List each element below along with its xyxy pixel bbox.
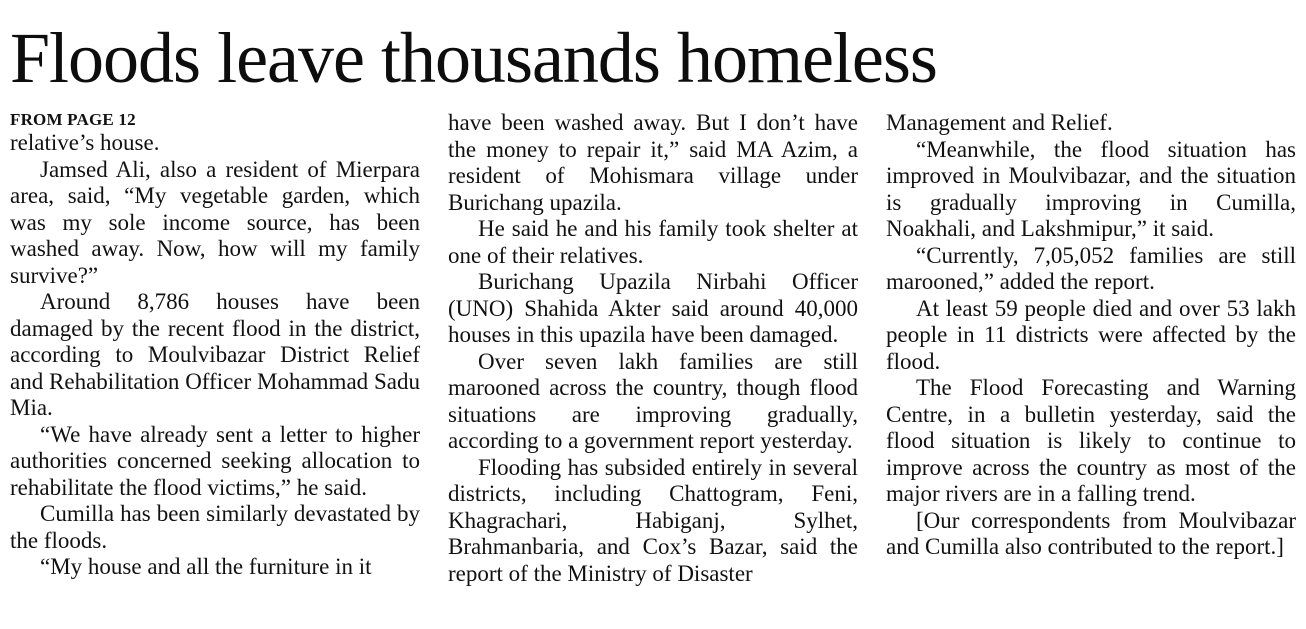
paragraph: Jamsed Ali, also a resident of Mierpara area, said, “My vegetable garden, which was my sole income source, has been washed away. Now, how will my family survive?” — [10, 156, 420, 288]
paragraph: relative’s house. — [10, 130, 160, 155]
paragraph: “Meanwhile, the flood situation has improved in Moulvibazar, and the situation is gradually improving in Cumilla, Noakhali, and Lakshmipur,” it said. — [886, 136, 1296, 241]
paragraph: Flooding has subsided entirely in several districts, including Chattogram, Feni, Khagrachari, Habiganj, Sylhet, Brahmanbaria, and Cox’s Bazar, said the report of the Ministry of Disaster — [448, 454, 858, 586]
paragraph: Management and Relief. — [886, 110, 1113, 135]
paragraph: “Currently, 7,05,052 families are still marooned,” added the report. — [886, 242, 1296, 294]
headline: Floods leave thousands homeless — [10, 18, 937, 98]
paragraph: “My house and all the furniture in it — [40, 554, 372, 579]
article-column-1 — [10, 110, 420, 581]
paragraph: “We have already sent a letter to higher authorities concerned seeking allocation to rehabilitate the flood victims,” he said. — [10, 421, 420, 500]
article-column-2 — [448, 110, 858, 587]
paragraph: Burichang Upazila Nirbahi Officer (UNO) Shahida Akter said around 40,000 houses in this upazila have been damaged. — [448, 269, 858, 347]
paragraph: [Our correspondents from Moulvibazar and Cumilla also contributed to the report.] — [886, 507, 1296, 559]
paragraph: He said he and his family took shelter at one of their relatives. — [448, 216, 858, 268]
article-column-3 — [886, 110, 1296, 561]
paragraph: At least 59 people died and over 53 lakh people in 11 districts were affected by the flood. — [886, 295, 1296, 374]
paragraph: have been washed away. But I don’t have the money to repair it,” said MA Azim, a resident of Mohismara village under Burichang upazila. — [448, 110, 858, 215]
paragraph: Around 8,786 houses have been damaged by the recent flood in the district, according to Moulvibazar District Relief and Rehabilitation Officer Mohammad Sadu Mia. — [10, 289, 420, 420]
continuation-kicker: FROM PAGE 12 — [10, 110, 136, 129]
paragraph: Over seven lakh families are still marooned across the country, though flood situations are improving gradually, according to a government report yesterday. — [448, 348, 858, 453]
paragraph: The Flood Forecasting and Warning Centre, in a bulletin yesterday, said the flood situation is likely to continue to improve across the country as most of the major rivers are in a falling trend. — [886, 375, 1296, 506]
paragraph: Cumilla has been similarly devastated by the floods. — [10, 501, 420, 553]
